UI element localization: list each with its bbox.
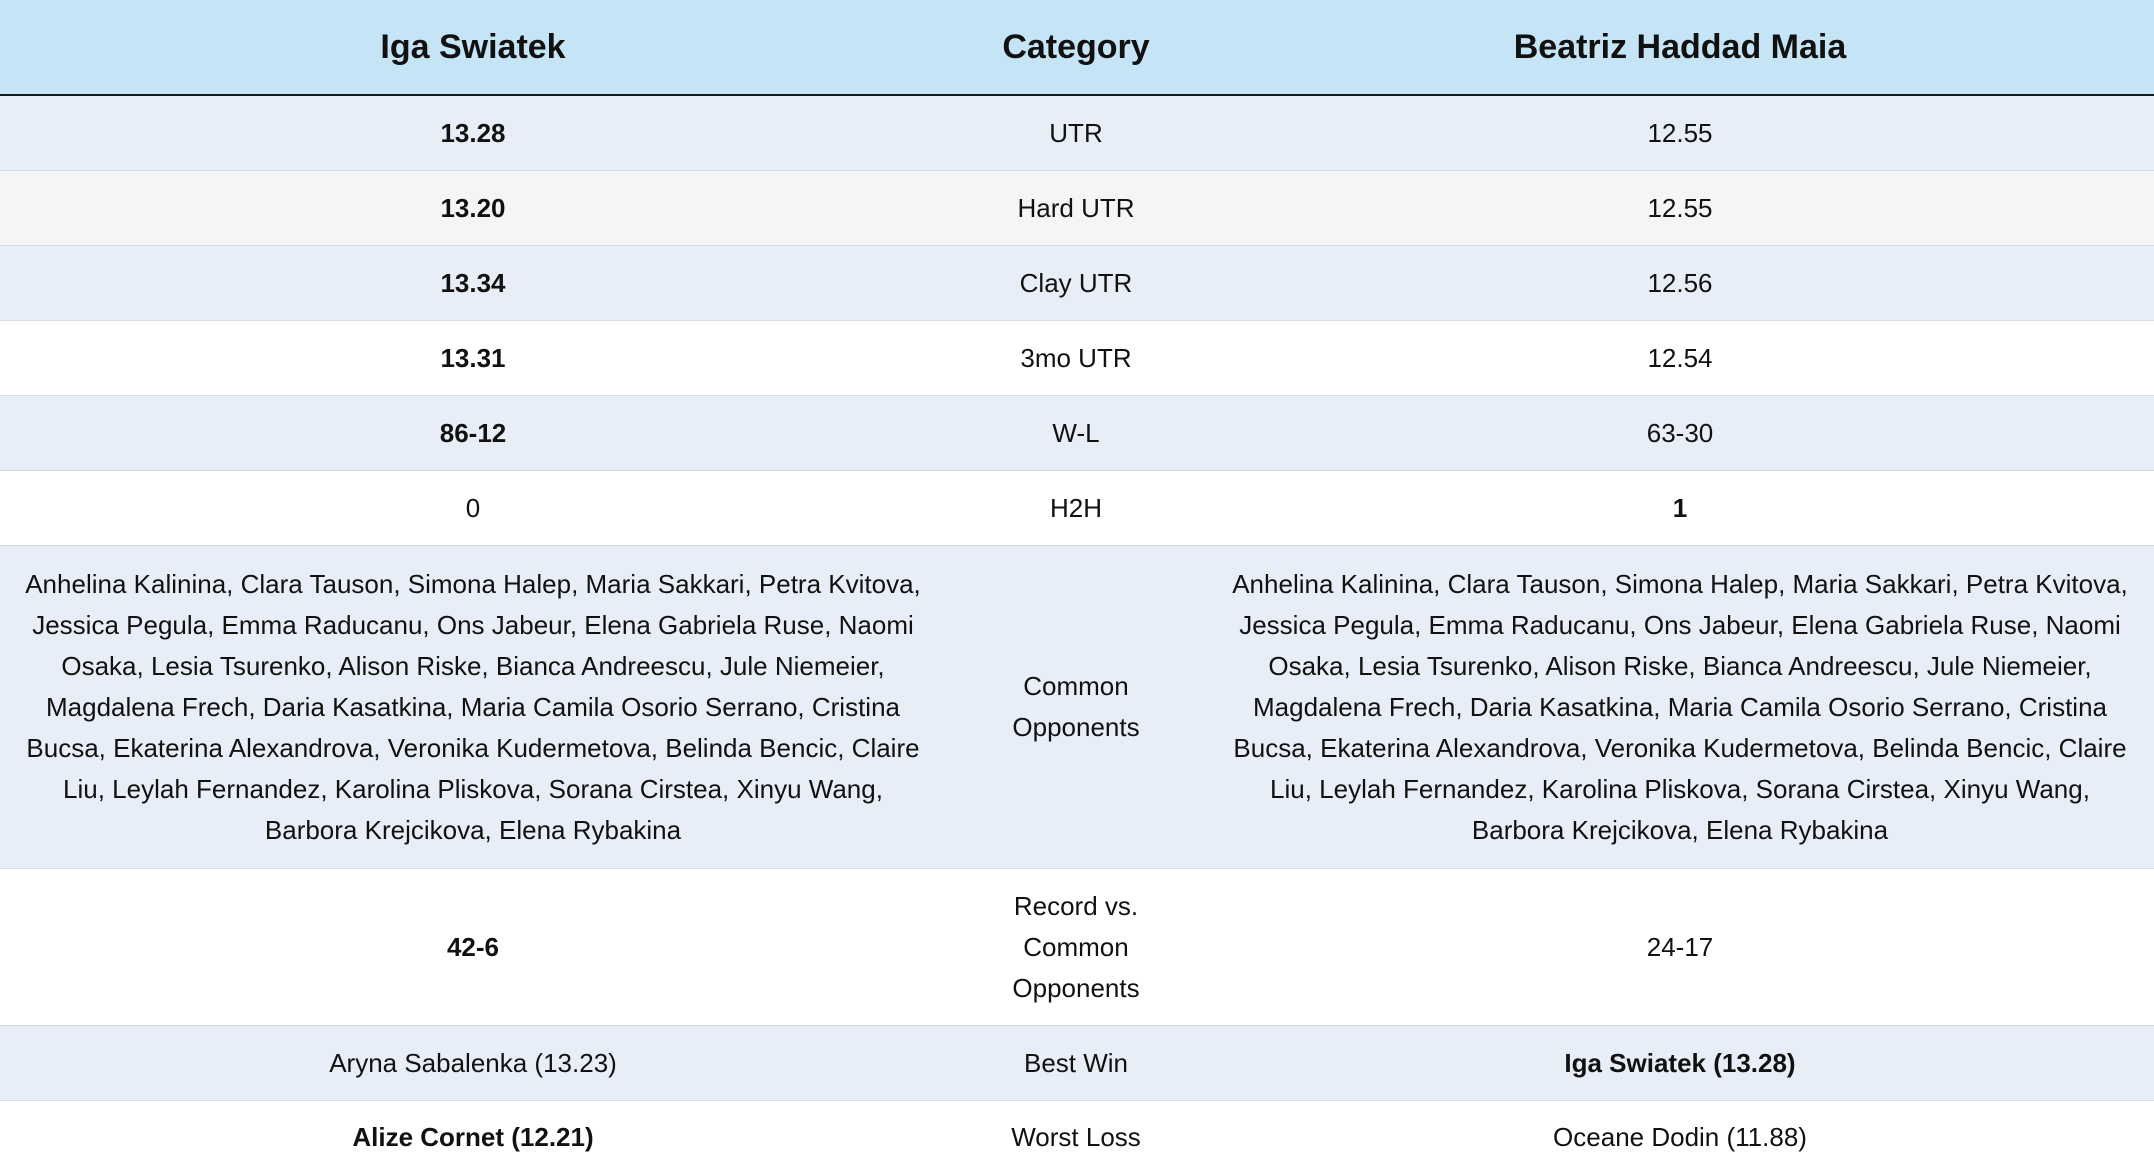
category-label: Best Win [946, 1026, 1206, 1101]
table-row-win-loss [0, 396, 2154, 471]
player1-value: 13.20 [0, 171, 946, 246]
category-label: W-L [946, 396, 1206, 471]
category-label: Hard UTR [946, 171, 1206, 246]
category-label: H2H [946, 471, 1206, 546]
header-row [0, 0, 2154, 95]
player2-value: 1 [1206, 471, 2154, 546]
category-label: Clay UTR [946, 246, 1206, 321]
player1-value: 13.34 [0, 246, 946, 321]
category-header: Category [946, 0, 1206, 95]
player1-value: 13.31 [0, 321, 946, 396]
table-row-best-win [0, 1026, 2154, 1101]
table-row-common-opponents [0, 546, 2154, 869]
table-row-h2h [0, 471, 2154, 546]
category-label: UTR [946, 95, 1206, 171]
category-label: Worst Loss [946, 1101, 1206, 1172]
player1-value: Alize Cornet (12.21) [0, 1101, 946, 1172]
table-row-record-vs-common [0, 869, 2154, 1026]
player2-header: Beatriz Haddad Maia [1206, 0, 2154, 95]
category-label: Common Opponents [946, 546, 1206, 869]
category-label: Record vs. Common Opponents [946, 869, 1206, 1026]
player1-value: 86-12 [0, 396, 946, 471]
table-row-3mo-utr [0, 321, 2154, 396]
player2-value: 12.55 [1206, 95, 2154, 171]
player2-value: Oceane Dodin (11.88) [1206, 1101, 2154, 1172]
player1-value: 0 [0, 471, 946, 546]
player1-value: 13.28 [0, 95, 946, 171]
player2-value: 63-30 [1206, 396, 2154, 471]
player2-value: Iga Swiatek (13.28) [1206, 1026, 2154, 1101]
table-row-utr [0, 95, 2154, 171]
player2-value: 12.55 [1206, 171, 2154, 246]
player1-value: Aryna Sabalenka (13.23) [0, 1026, 946, 1101]
table-row-worst-loss [0, 1101, 2154, 1172]
table-row-hard-utr [0, 171, 2154, 246]
player1-value: Anhelina Kalinina, Clara Tauson, Simona Halep, Maria Sakkari, Petra Kvitova, Jessica Pegula, Emma Raducanu, Ons Jabeur, Elena Gabriela Ruse, Naomi Osaka, Lesia Tsurenko, Alison Riske, Bianca Andreescu, Jule Niemeier, Magdalena Frech, Daria Kasatkina, Maria Camila Osorio Serrano, Cristina Bucsa, Ekaterina Alexandrova, Veronika Kudermetova, Belinda Bencic, Claire Liu, Leylah Fernandez, Karolina Pliskova, Sorana Cirstea, Xinyu Wang, Barbora Krejcikova, Elena Rybakina [0, 546, 946, 869]
player2-value: 12.54 [1206, 321, 2154, 396]
player1-value: 42-6 [0, 869, 946, 1026]
player2-value: Anhelina Kalinina, Clara Tauson, Simona Halep, Maria Sakkari, Petra Kvitova, Jessica Pegula, Emma Raducanu, Ons Jabeur, Elena Gabriela Ruse, Naomi Osaka, Lesia Tsurenko, Alison Riske, Bianca Andreescu, Jule Niemeier, Magdalena Frech, Daria Kasatkina, Maria Camila Osorio Serrano, Cristina Bucsa, Ekaterina Alexandrova, Veronika Kudermetova, Belinda Bencic, Claire Liu, Leylah Fernandez, Karolina Pliskova, Sorana Cirstea, Xinyu Wang, Barbora Krejcikova, Elena Rybakina [1206, 546, 2154, 869]
player1-header: Iga Swiatek [0, 0, 946, 95]
player2-value: 12.56 [1206, 246, 2154, 321]
table-row-clay-utr [0, 246, 2154, 321]
player2-value: 24-17 [1206, 869, 2154, 1026]
category-label: 3mo UTR [946, 321, 1206, 396]
